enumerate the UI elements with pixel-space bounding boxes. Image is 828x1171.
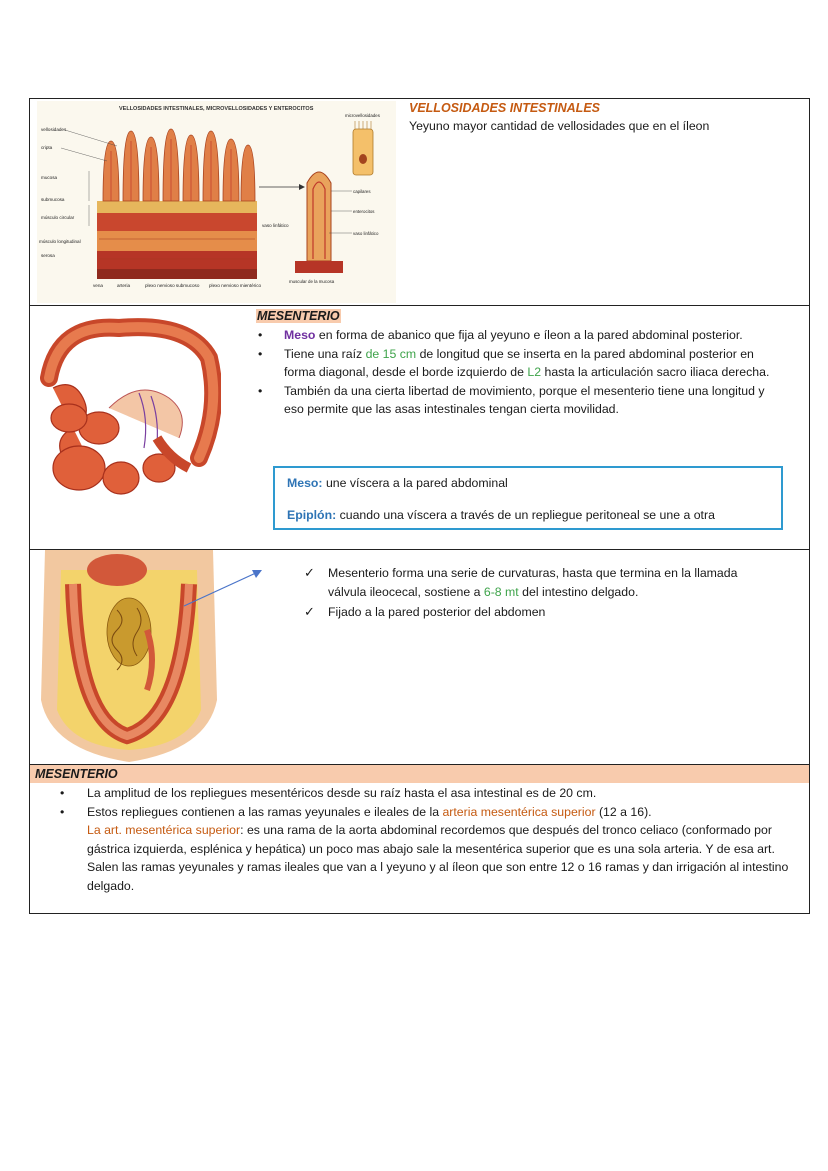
label-submucosa: submucosa (41, 197, 65, 202)
art-mesenterica-text: : es una rama de la aorta abdominal recordemos que después del tronco celiaco (conformado por gástrica izquierda, esplénica y hepática) un poco mas abajo sale la mesentérica superior que es una sola arteria. Y de esa art. Salen las ramas yeyunales y ramas ileales que van a l yeyuno y al íleon que son entre 12 o 16 ramas y dan irrigación al intestino delgado. (87, 823, 789, 893)
ramas-text-1: Estos repliegues contienen a las ramas yeyunales e ileales de la (87, 804, 443, 819)
label-microvellosidades: microvellosidades (345, 113, 380, 118)
row-vellosidades (30, 99, 809, 306)
row-mesenterio (30, 306, 809, 550)
raiz-text-3: hasta la articulación sacro iliaca derecha. (541, 365, 770, 379)
check-item-2: ✓ Fijado a la pared posterior del abdomen (304, 603, 754, 622)
section4-title: MESENTERIO (30, 765, 809, 783)
label-plexo-submucoso: plexo nervioso submucoso (145, 283, 200, 288)
label-capilares: capilares (353, 189, 371, 194)
meso-definition-text: une víscera a la pared abdominal (322, 476, 508, 490)
raiz-length: de 15 cm (365, 346, 417, 361)
meso-text: en forma de abanico que fija al yeyuno e íleon a la pared abdominal posterior. (315, 328, 743, 342)
raiz-text-1: Tiene una raíz (284, 346, 366, 361)
label-vaso-linfatico-right: vaso linfático (353, 231, 379, 236)
row-mesenterio-detail (30, 765, 809, 913)
content-table (29, 98, 810, 914)
arteria-highlight: arteria mesentérica superior (442, 804, 596, 819)
pointer-arrow (180, 564, 270, 612)
label-vena: vena (93, 283, 103, 288)
label-musculo-longitudinal: músculo longitudinal (39, 239, 81, 244)
definition-box (273, 466, 783, 530)
label-serosa: serosa (41, 253, 55, 258)
section2-title: MESENTERIO (257, 309, 340, 323)
label-musculo-circular: músculo circular (41, 215, 75, 220)
raiz-text-2: de longitud que se inserta en la pared abdominal posterior en forma diagonal, desde el borde izquierdo de (284, 346, 754, 379)
label-mucosa: mucosa (41, 175, 58, 180)
curvaturas-text-2: del intestino delgado. (518, 584, 639, 599)
label-enterocitos: enterocitos (353, 209, 375, 214)
villi-illustration (37, 101, 396, 303)
section4-bullet-2 (30, 803, 799, 822)
intestine-illustration (39, 318, 221, 504)
section2-bullet-1 (256, 326, 786, 345)
label-plexo-mienterico: plexo nervioso mientérico (209, 283, 262, 288)
section2-bullet-2 (256, 345, 786, 382)
label-arteria: arteria (117, 283, 131, 288)
label-vaso-linfatico: vaso linfático (262, 223, 289, 228)
label-muscular-mucosa: muscular de la mucosa (289, 279, 335, 284)
section1-text: Yeyuno mayor cantidad de vellosidades que en el íleon (409, 119, 710, 133)
label-cripta: cripta (41, 145, 53, 150)
section2-bullet-3: • También da una cierta libertad de movimiento, porque el mesenterio tiene una longitud y eso permite que las asas intestinales tengan cierta movilidad. (256, 382, 786, 419)
meso-definition-term: Meso: (287, 476, 323, 490)
raiz-vertebra: L2 (527, 365, 542, 379)
section4-paragraph (30, 821, 799, 895)
intestine-length: 6-8 mt (483, 584, 519, 599)
figure-title: VELLOSIDADES INTESTINALES, MICROVELLOSIDADES Y ENTEROCITOS (119, 106, 314, 112)
ramas-text-2: (12 a 16). (595, 804, 652, 819)
label-vellosidades: vellosidades (41, 127, 67, 132)
meso-term: Meso (284, 328, 316, 342)
check-item-1 (304, 564, 754, 601)
epiplon-definition-term: Epiplón: (287, 507, 337, 522)
row-curvaturas (30, 550, 809, 765)
section4-bullet-1: • La amplitud de los repliegues mesentéricos desde su raíz hasta el asa intestinal es de 20 cm. (30, 784, 799, 803)
art-mesenterica-term: La art. mesentérica superior (87, 823, 241, 837)
definition-meso (287, 474, 769, 493)
section1-title: VELLOSIDADES INTESTINALES (409, 101, 600, 115)
curvaturas-text-1: Mesenterio forma una serie de curvaturas, hasta que termina en la llamada válvula ileocecal, sostiene a (328, 566, 738, 599)
definition-epiplon (287, 506, 769, 525)
epiplon-definition-text: cuando una víscera a través de un repliegue peritoneal se une a otra (336, 507, 715, 522)
